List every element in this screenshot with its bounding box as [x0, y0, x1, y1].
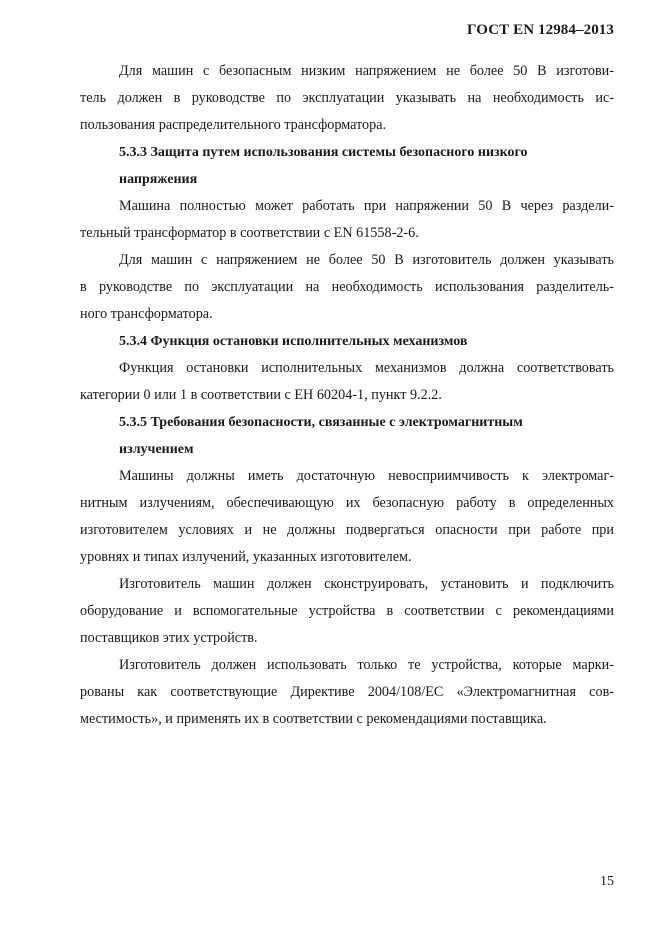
paragraph-line: Для машин с напряжением не более 50 В изготовитель должен указывать: [119, 252, 614, 268]
paragraph-line: тель должен в руководстве по эксплуатации указывать на необходимость ис-: [80, 90, 614, 106]
section-heading-5-3-3: 5.3.3 Защита путем использования системы безопасного низкого: [119, 145, 528, 160]
section-heading-5-3-4: 5.3.4 Функция остановки исполнительных механизмов: [119, 334, 468, 349]
paragraph-line: тельный трансформатор в соответствии с EN 61558-2-6.: [80, 225, 419, 241]
paragraph-line: ного трансформатора.: [80, 306, 213, 322]
paragraph-line: рованы как соответствующие Директиве 2004/108/EC «Электромагнитная сов-: [80, 684, 614, 700]
paragraph-line: пользования распределительного трансформатора.: [80, 117, 387, 133]
section-heading-5-3-5: 5.3.5 Требования безопасности, связанные с электромагнитным: [119, 415, 523, 430]
page-body: [80, 58, 614, 733]
paragraph-line: поставщиков этих устройств.: [80, 630, 258, 646]
paragraph-line: в руководстве по эксплуатации на необходимость использования разделитель-: [80, 279, 614, 295]
paragraph-line: Машины должны иметь достаточную невосприимчивость к электромаг-: [119, 468, 614, 484]
paragraph-line: Изготовитель машин должен сконструировать, установить и подключить: [119, 576, 614, 592]
paragraph-line: оборудование и вспомогательные устройства в соответствии с рекомендациями: [80, 603, 614, 619]
paragraph-line: нитным излучениям, обеспечивающую их безопасную работу в определенных: [80, 495, 614, 511]
paragraph-line: категории 0 или 1 в соответствии с ЕН 60204-1, пункт 9.2.2.: [80, 387, 442, 403]
paragraph-line: Функция остановки исполнительных механизмов должна соответствовать: [119, 360, 614, 376]
paragraph-line: уровнях и типах излучений, указанных изготовителем.: [80, 549, 412, 565]
standard-designation: ГОСТ EN 12984–2013: [467, 22, 614, 38]
section-heading-5-3-3-cont: напряжения: [119, 172, 198, 187]
paragraph-line: изготовителем условиях и не должны подвергаться опасности при работе при: [80, 522, 614, 538]
paragraph-line: местимость», и применять их в соответствии с рекомендациями поставщика.: [80, 711, 547, 727]
paragraph-line: Для машин с безопасным низким напряжением не более 50 В изготови-: [119, 63, 614, 79]
section-heading-5-3-5-cont: излучением: [119, 442, 194, 457]
paragraph-line: Машина полностью может работать при напряжении 50 В через раздели-: [119, 198, 614, 214]
paragraph-line: Изготовитель должен использовать только те устройства, которые марки-: [119, 657, 614, 673]
page-number: 15: [600, 874, 614, 889]
